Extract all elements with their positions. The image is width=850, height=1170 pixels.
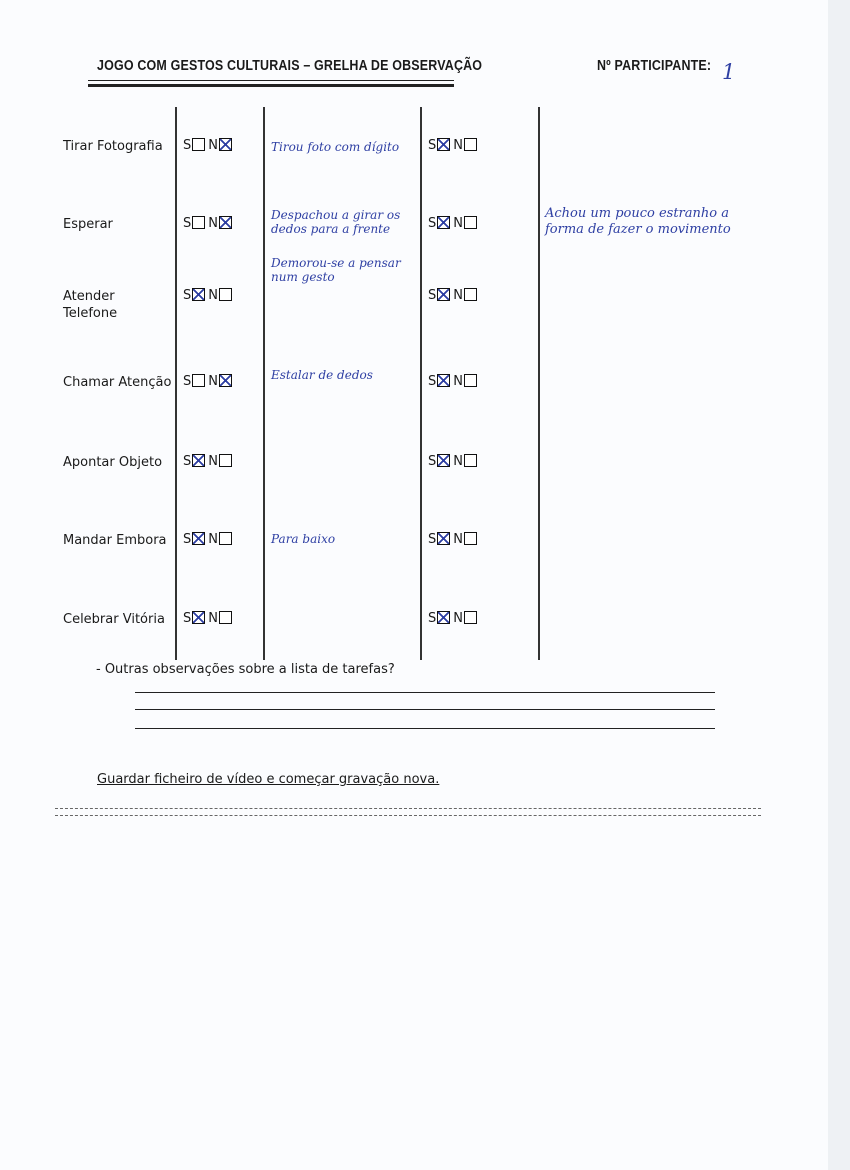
answer-line[interactable] bbox=[135, 728, 715, 729]
gesture-performed-group bbox=[183, 532, 235, 547]
gesture-performed-group bbox=[183, 611, 235, 626]
row-label: Esperar bbox=[63, 217, 113, 232]
gesture-recognized-n-letter: N bbox=[453, 454, 463, 469]
gesture-performed-n-checkbox[interactable] bbox=[219, 374, 232, 387]
gesture-recognized-n-checkbox[interactable] bbox=[464, 288, 477, 301]
gesture-recognized-s-letter: S bbox=[428, 216, 437, 231]
gesture-recognized-s-checkbox[interactable] bbox=[437, 216, 450, 229]
scan-edge bbox=[828, 0, 850, 1170]
answer-line[interactable] bbox=[135, 709, 715, 710]
participant-label: Nº PARTICIPANTE: bbox=[597, 58, 712, 74]
handwritten-note[interactable]: Estalar de dedos bbox=[271, 368, 373, 382]
gesture-recognized-n-checkbox[interactable] bbox=[464, 611, 477, 624]
gesture-performed-s-letter: S bbox=[183, 374, 192, 389]
gesture-recognized-n-letter: N bbox=[453, 532, 463, 547]
column-divider-2 bbox=[263, 107, 265, 660]
gesture-recognized-n-checkbox[interactable] bbox=[464, 454, 477, 467]
gesture-recognized-s-letter: S bbox=[428, 611, 437, 626]
gesture-recognized-s-checkbox[interactable] bbox=[437, 611, 450, 624]
gesture-performed-group bbox=[183, 288, 235, 303]
gesture-performed-s-checkbox[interactable] bbox=[192, 138, 205, 151]
gesture-performed-s-checkbox[interactable] bbox=[192, 288, 205, 301]
gesture-recognized-n-letter: N bbox=[453, 216, 463, 231]
gesture-recognized-n-letter: N bbox=[453, 611, 463, 626]
gesture-performed-s-letter: S bbox=[183, 216, 192, 231]
gesture-performed-group bbox=[183, 138, 235, 153]
other-observations-question: - Outras observações sobre a lista de tarefas? bbox=[96, 662, 395, 677]
handwritten-note[interactable]: Demorou-se a pensar num gesto bbox=[271, 256, 401, 284]
title-rule-thin bbox=[88, 80, 454, 81]
gesture-performed-n-checkbox[interactable] bbox=[219, 532, 232, 545]
handwritten-note[interactable]: Despachou a girar os dedos para a frente bbox=[271, 208, 401, 236]
gesture-recognized-s-letter: S bbox=[428, 532, 437, 547]
gesture-recognized-s-checkbox[interactable] bbox=[437, 288, 450, 301]
gesture-recognized-group bbox=[428, 454, 480, 469]
gesture-recognized-s-letter: S bbox=[428, 454, 437, 469]
gesture-recognized-group bbox=[428, 288, 480, 303]
gesture-performed-n-checkbox[interactable] bbox=[219, 216, 232, 229]
gesture-performed-group bbox=[183, 216, 235, 231]
gesture-recognized-s-checkbox[interactable] bbox=[437, 532, 450, 545]
row-label: Tirar Fotografia bbox=[63, 139, 163, 154]
gesture-performed-n-letter: N bbox=[208, 138, 218, 153]
save-instruction: Guardar ficheiro de vídeo e começar gravação nova. bbox=[97, 772, 440, 787]
gesture-performed-n-checkbox[interactable] bbox=[219, 288, 232, 301]
gesture-performed-n-letter: N bbox=[208, 532, 218, 547]
participant-number[interactable]: 1 bbox=[722, 60, 736, 84]
gesture-recognized-s-letter: S bbox=[428, 288, 437, 303]
gesture-performed-s-letter: S bbox=[183, 532, 192, 547]
gesture-performed-n-checkbox[interactable] bbox=[219, 611, 232, 624]
gesture-performed-n-letter: N bbox=[208, 216, 218, 231]
cut-line bbox=[55, 808, 761, 816]
side-note[interactable]: Achou um pouco estranho a forma de fazer o movimento bbox=[545, 206, 731, 237]
gesture-recognized-s-checkbox[interactable] bbox=[437, 454, 450, 467]
gesture-performed-s-checkbox[interactable] bbox=[192, 454, 205, 467]
answer-line[interactable] bbox=[135, 692, 715, 693]
title-rule-thick bbox=[88, 84, 454, 87]
gesture-recognized-n-checkbox[interactable] bbox=[464, 532, 477, 545]
gesture-recognized-s-checkbox[interactable] bbox=[437, 374, 450, 387]
row-label: Chamar Atenção bbox=[63, 375, 172, 390]
handwritten-note[interactable]: Tirou foto com dígito bbox=[271, 140, 400, 154]
gesture-recognized-n-checkbox[interactable] bbox=[464, 138, 477, 151]
row-label: Mandar Embora bbox=[63, 533, 167, 548]
gesture-recognized-group bbox=[428, 374, 480, 389]
gesture-performed-n-checkbox[interactable] bbox=[219, 454, 232, 467]
gesture-performed-s-checkbox[interactable] bbox=[192, 611, 205, 624]
gesture-performed-s-letter: S bbox=[183, 288, 192, 303]
gesture-recognized-n-letter: N bbox=[453, 138, 463, 153]
gesture-performed-n-checkbox[interactable] bbox=[219, 138, 232, 151]
form-title: JOGO COM GESTOS CULTURAIS – GRELHA DE OBSERVAÇÃO bbox=[97, 58, 483, 74]
column-divider-3 bbox=[420, 107, 422, 660]
row-label: Celebrar Vitória bbox=[63, 612, 165, 627]
gesture-recognized-group bbox=[428, 138, 480, 153]
gesture-performed-n-letter: N bbox=[208, 288, 218, 303]
gesture-recognized-n-letter: N bbox=[453, 374, 463, 389]
gesture-performed-n-letter: N bbox=[208, 611, 218, 626]
handwritten-note[interactable]: Para baixo bbox=[271, 532, 336, 546]
gesture-recognized-s-letter: S bbox=[428, 138, 437, 153]
gesture-performed-n-letter: N bbox=[208, 374, 218, 389]
gesture-recognized-n-letter: N bbox=[453, 288, 463, 303]
row-label: Apontar Objeto bbox=[63, 455, 163, 470]
gesture-performed-s-checkbox[interactable] bbox=[192, 216, 205, 229]
gesture-recognized-n-checkbox[interactable] bbox=[464, 216, 477, 229]
gesture-recognized-n-checkbox[interactable] bbox=[464, 374, 477, 387]
gesture-recognized-group bbox=[428, 216, 480, 231]
gesture-recognized-s-letter: S bbox=[428, 374, 437, 389]
gesture-performed-s-checkbox[interactable] bbox=[192, 532, 205, 545]
gesture-performed-s-letter: S bbox=[183, 138, 192, 153]
column-divider-1 bbox=[175, 107, 177, 660]
gesture-performed-s-letter: S bbox=[183, 454, 192, 469]
gesture-recognized-group bbox=[428, 532, 480, 547]
gesture-performed-group bbox=[183, 374, 235, 389]
column-divider-4 bbox=[538, 107, 540, 660]
gesture-performed-s-letter: S bbox=[183, 611, 192, 626]
gesture-performed-n-letter: N bbox=[208, 454, 218, 469]
gesture-performed-s-checkbox[interactable] bbox=[192, 374, 205, 387]
gesture-performed-group bbox=[183, 454, 235, 469]
gesture-recognized-group bbox=[428, 611, 480, 626]
gesture-recognized-s-checkbox[interactable] bbox=[437, 138, 450, 151]
row-label: Atender Telefone bbox=[63, 289, 118, 321]
